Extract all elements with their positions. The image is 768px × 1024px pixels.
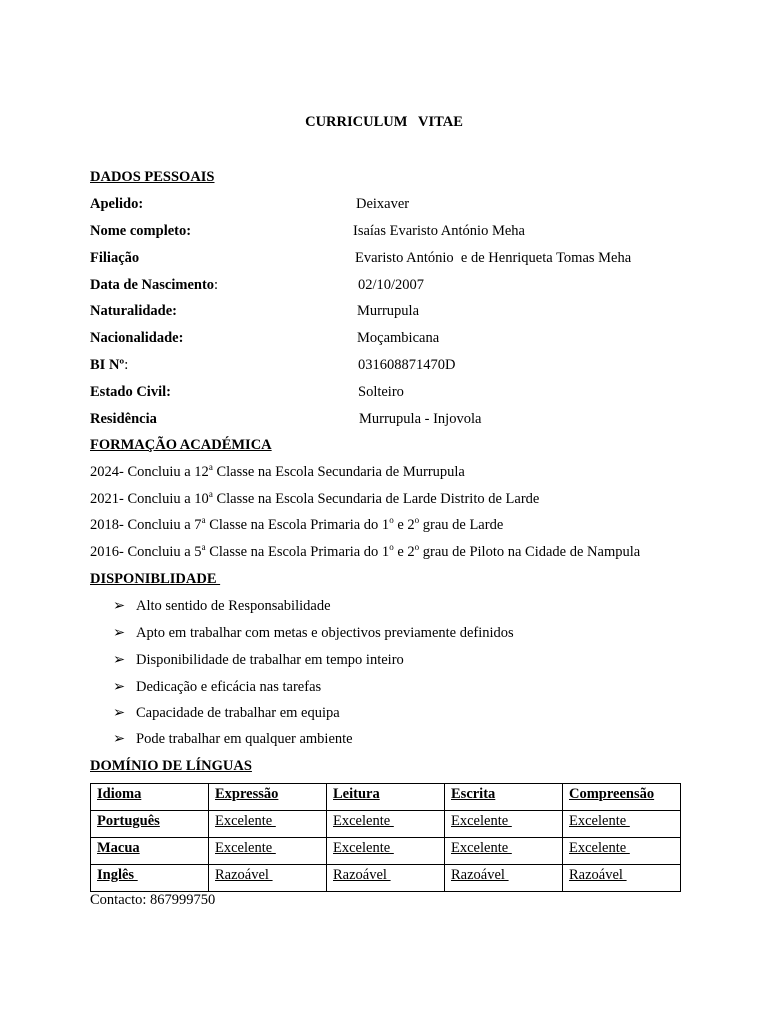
list-item: Alto sentido de Responsabilidade — [136, 598, 331, 614]
arrow-bullet-icon: ➢ — [113, 625, 126, 641]
field-bi-label: BI Nº: — [90, 357, 129, 373]
section-dominio-linguas: DOMÍNIO DE LÍNGUAS — [90, 758, 252, 774]
field-naturalidade-value: Murrupula — [357, 303, 420, 319]
field-bi-value: 031608871470D — [358, 357, 456, 373]
arrow-bullet-icon: ➢ — [113, 731, 126, 747]
section-disponibilidade: DISPONIBLIDADE — [90, 571, 221, 587]
field-apelido-value: Deixaver — [356, 196, 410, 212]
table-cell: Excelente — [209, 838, 327, 865]
languages-table — [90, 783, 681, 892]
list-item: Capacidade de trabalhar em equipa — [136, 705, 340, 721]
column-header: Compreensão — [563, 784, 681, 811]
table-cell: Excelente — [445, 838, 563, 865]
field-apelido-label: Apelido: — [90, 196, 144, 212]
list-item: Apto em trabalhar com metas e objectivos previamente definidos — [136, 625, 514, 641]
column-header: Leitura — [327, 784, 445, 811]
field-naturalidade-label: Naturalidade: — [90, 303, 177, 319]
table-cell: Razoável — [563, 865, 681, 892]
table-cell: Excelente — [563, 811, 681, 838]
table-row — [91, 811, 681, 838]
list-item: Pode trabalhar em qualquer ambiente — [136, 731, 353, 747]
field-filiacao-value: Evaristo António e de Henriqueta Tomas Meha — [355, 250, 632, 266]
education-item: 2024- Concluiu a 12$^a$ Classe na Escola Secundaria de Murrupula — [90, 462, 465, 480]
field-nome-value: Isaías Evaristo António Meha — [353, 223, 525, 239]
section-formacao-academica: FORMAÇÃO ACADÉMICA — [90, 437, 272, 453]
arrow-bullet-icon: ➢ — [113, 705, 126, 721]
field-residencia-label: Residência — [90, 411, 157, 427]
table-cell: Razoável — [327, 865, 445, 892]
education-item: 2018- Concluiu a 7$^a$ Classe na Escola Primaria do 1$^o$ e 2$^o$ grau de Larde — [90, 515, 504, 533]
table-cell: Macua — [91, 838, 209, 865]
field-nacionalidade-label: Nacionalidade: — [90, 330, 184, 346]
arrow-bullet-icon: ➢ — [113, 652, 126, 668]
column-header: Expressão — [209, 784, 327, 811]
document-title: CURRICULUM VITAE — [305, 114, 463, 130]
table-cell: Excelente — [445, 811, 563, 838]
field-estado-civil-label: Estado Civil: — [90, 384, 171, 400]
education-item: 2021- Concluiu a 10$^a$ Classe na Escola Secundaria de Larde Distrito de Larde — [90, 489, 540, 507]
table-cell: Inglês — [91, 865, 209, 892]
list-item: Dedicação e eficácia nas tarefas — [136, 679, 322, 695]
table-cell: Razoável — [445, 865, 563, 892]
table-row — [91, 838, 681, 865]
field-nascimento-value: 02/10/2007 — [358, 277, 425, 293]
field-filiacao-label: Filiação — [90, 250, 140, 266]
table-cell: Razoável — [209, 865, 327, 892]
table-cell: Português — [91, 811, 209, 838]
field-nome-label: Nome completo: — [90, 223, 192, 239]
list-item: Disponibilidade de trabalhar em tempo inteiro — [136, 652, 404, 668]
field-residencia-value: Murrupula - Injovola — [359, 411, 482, 427]
field-estado-civil-value: Solteiro — [358, 384, 404, 400]
table-cell: Excelente — [563, 838, 681, 865]
column-header: Escrita — [445, 784, 563, 811]
field-nacionalidade-value: Moçambicana — [357, 330, 440, 346]
table-cell: Excelente — [209, 811, 327, 838]
arrow-bullet-icon: ➢ — [113, 679, 126, 695]
arrow-bullet-icon: ➢ — [113, 598, 126, 614]
field-nascimento-label: Data de Nascimento: — [90, 277, 219, 293]
education-item: 2016- Concluiu a 5$^a$ Classe na Escola Primaria do 1$^o$ e 2$^o$ grau de Piloto na Cidade de Nampula — [90, 542, 641, 560]
table-cell: Excelente — [327, 838, 445, 865]
section-dados-pessoais: DADOS PESSOAIS — [90, 169, 215, 185]
table-row — [91, 865, 681, 892]
table-header-row — [91, 784, 681, 811]
contact-line: Contacto: 867999750 — [90, 892, 216, 908]
column-header: Idioma — [91, 784, 209, 811]
table-cell: Excelente — [327, 811, 445, 838]
